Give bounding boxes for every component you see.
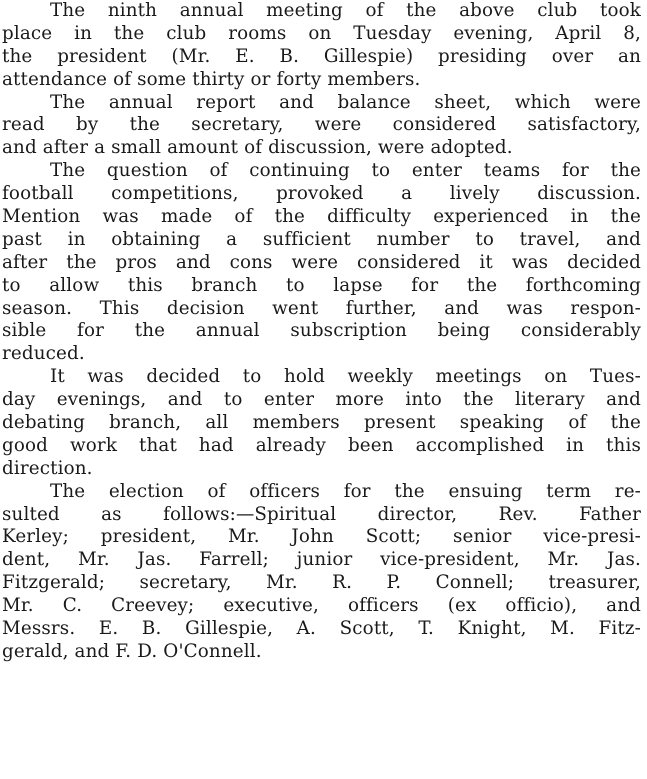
text-line: The election of officers for the ensuing term re- <box>50 480 641 502</box>
text-line: and after a small amount of discussion, were adopted. <box>2 137 513 159</box>
text-line: place in the club rooms on Tuesday evening, April 8, <box>2 22 641 44</box>
text-line: day evenings, and to enter more into the literary and <box>2 389 641 411</box>
text-line: read by the secretary, were considered satisfactory, <box>2 114 641 136</box>
text-line: attendance of some thirty or forty members. <box>2 68 421 90</box>
text-line: to allow this branch to lapse for the forthcoming <box>2 274 641 296</box>
text-line: debating branch, all members present speaking of the <box>2 412 641 434</box>
text-line: It was decided to hold weekly meetings on Tues- <box>50 366 641 388</box>
text-line: Fitzgerald; secretary, Mr. R. P. Connell; treasurer, <box>2 572 641 594</box>
text-line: direction. <box>2 457 93 479</box>
paragraph-football-question <box>2 160 641 366</box>
text-line: sible for the annual subscription being considerably <box>2 320 641 342</box>
text-line: Mr. C. Creevey; executive, officers (ex officio), and <box>2 595 641 617</box>
text-line: The annual report and balance sheet, which were <box>50 91 641 113</box>
text-line: Mention was made of the difficulty experienced in the <box>2 206 641 228</box>
paragraph-election-of-officers <box>2 481 641 664</box>
text-line: season. This decision went further, and was respon- <box>2 297 641 319</box>
text-line: the president (Mr. E. B. Gillespie) presiding over an <box>2 45 641 67</box>
text-line: reduced. <box>2 343 85 365</box>
text-line: Kerley; president, Mr. John Scott; senior vice-presi- <box>2 526 641 548</box>
text-line: Messrs. E. B. Gillespie, A. Scott, T. Knight, M. Fitz- <box>2 618 641 640</box>
text-line: gerald, and F. D. O'Connell. <box>2 640 262 662</box>
text-line: after the pros and cons were considered it was decided <box>2 251 641 273</box>
paragraph-annual-meeting <box>2 0 641 92</box>
text-line: good work that had already been accomplished in this <box>2 434 641 456</box>
paragraph-weekly-meetings <box>2 366 641 480</box>
text-line: dent, Mr. Jas. Farrell; junior vice-president, Mr. Jas. <box>2 549 641 571</box>
text-line: football competitions, provoked a lively discussion. <box>2 183 641 205</box>
text-line: sulted as follows:—Spiritual director, Rev. Father <box>2 503 641 525</box>
text-line: past in obtaining a sufficient number to travel, and <box>2 228 641 250</box>
text-line: The question of continuing to enter teams for the <box>50 160 641 182</box>
paragraph-annual-report <box>2 92 641 161</box>
text-line: The ninth annual meeting of the above club took <box>50 0 641 21</box>
